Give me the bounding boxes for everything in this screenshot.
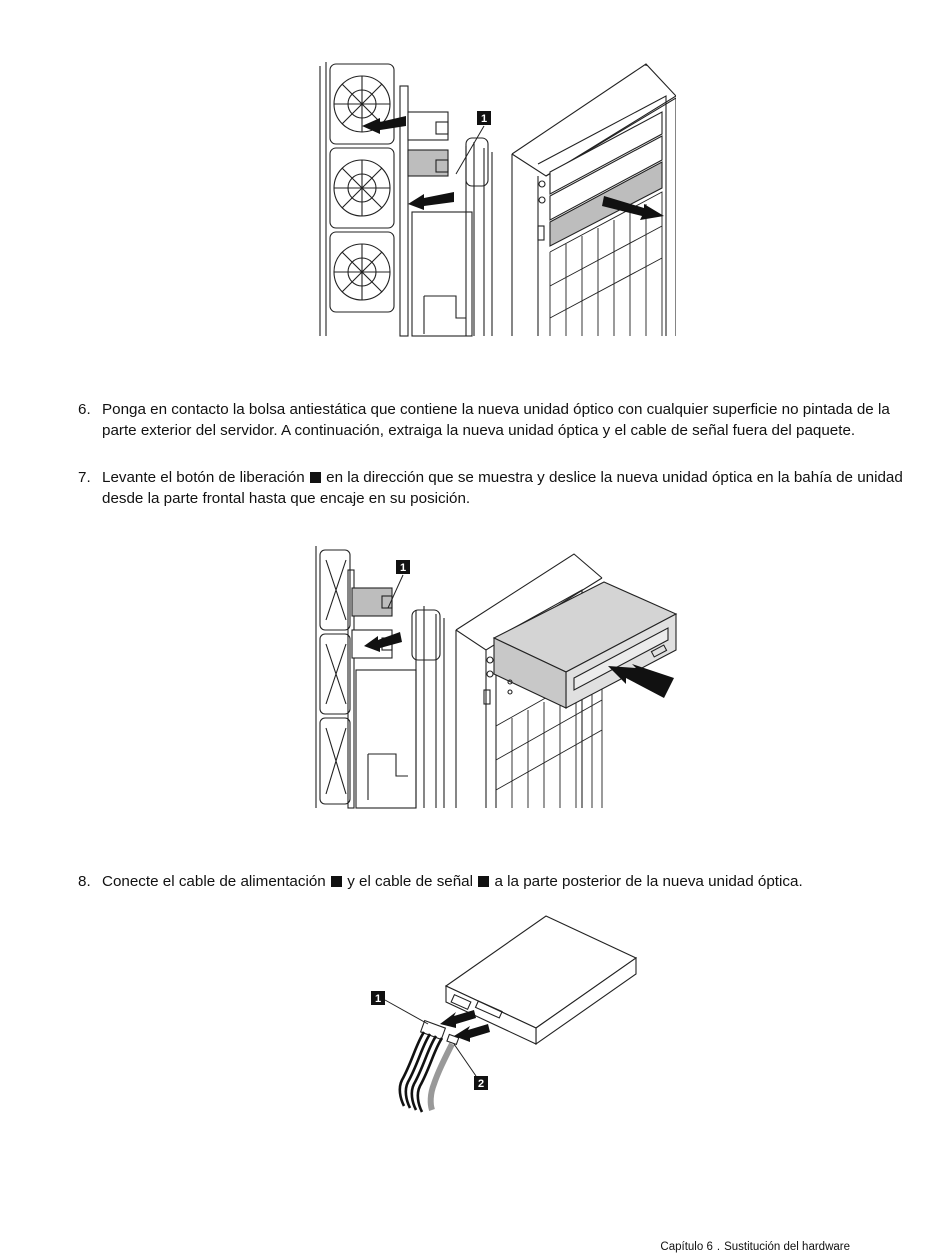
footer-chapter: Capítulo 6 bbox=[660, 1241, 713, 1253]
fan-unit bbox=[320, 550, 350, 630]
callout-1-label: 1 bbox=[399, 562, 407, 574]
footer-separator: . bbox=[716, 1241, 721, 1253]
step-text-part: Conecte el cable de alimentación bbox=[102, 873, 326, 890]
callout-2-marker bbox=[478, 876, 489, 887]
step-text bbox=[102, 467, 908, 509]
figure-insert-optical-drive bbox=[312, 540, 684, 810]
step-text-part: y el cable de señal bbox=[347, 873, 474, 890]
fan-unit bbox=[330, 64, 394, 144]
step-number: 8. bbox=[78, 873, 91, 890]
figure-connect-cables bbox=[360, 912, 650, 1118]
step-number: 6. bbox=[78, 401, 91, 418]
fan-unit bbox=[330, 232, 394, 312]
fan-unit bbox=[320, 718, 350, 804]
callout-1-label: 1 bbox=[480, 113, 488, 125]
step-7 bbox=[78, 467, 908, 509]
fan-unit bbox=[320, 634, 350, 714]
callout-2-label: 2 bbox=[477, 1078, 485, 1090]
page-footer bbox=[660, 1241, 850, 1253]
footer-title: Sustitución del hardware bbox=[724, 1241, 850, 1253]
step-text bbox=[102, 871, 908, 892]
fan-unit bbox=[330, 148, 394, 228]
step-number: 7. bbox=[78, 469, 91, 486]
callout-1-marker bbox=[331, 876, 342, 887]
step-text-part: en la dirección que se muestra y deslice la nueva unidad óptica en la bahía de unidad desde la parte frontal hasta que encaje en su posición. bbox=[102, 469, 903, 507]
step-text-part: a la parte posterior de la nueva unidad óptica. bbox=[494, 873, 803, 890]
callout-1-label: 1 bbox=[374, 993, 382, 1005]
step-text-part: Levante el botón de liberación bbox=[102, 469, 305, 486]
step-8 bbox=[78, 871, 908, 892]
callout-1-marker bbox=[310, 472, 321, 483]
figure-remove-optical-drive bbox=[316, 56, 676, 338]
step-text: Ponga en contacto la bolsa antiestática que contiene la nueva unidad óptico con cualquier superficie no pintada de la parte exterior del servidor. A continuación, extraiga la nueva unidad óptica y el cable de señal fuera del paquete. bbox=[102, 401, 890, 439]
step-6 bbox=[78, 399, 908, 441]
